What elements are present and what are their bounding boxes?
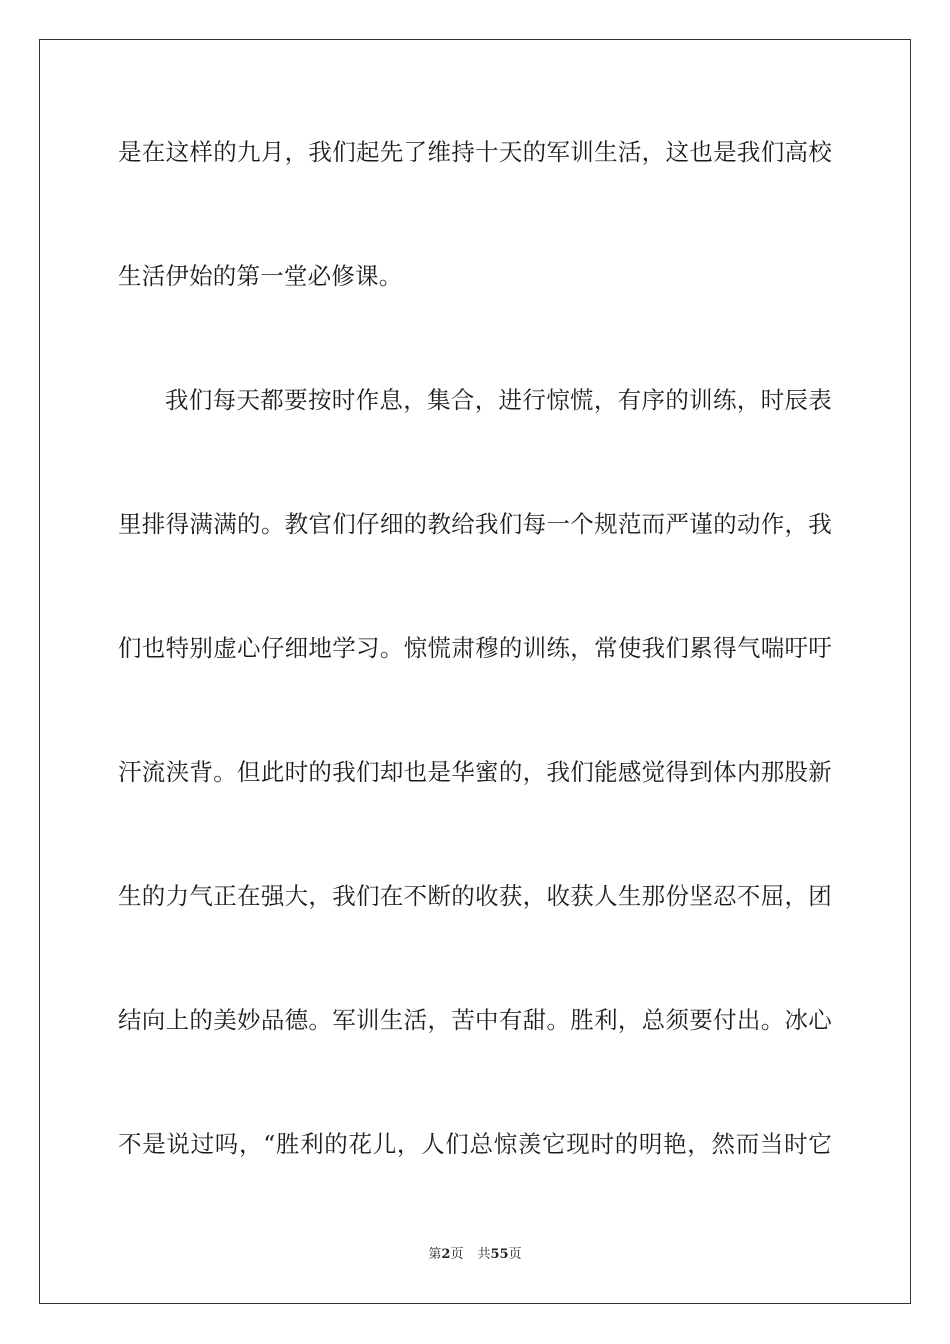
- text-line: 是在这样的九月，我们起先了维持十天的军训生活，这也是我们高校: [118, 138, 832, 166]
- paragraph-first-line: 我们每天都要按时作息，集合，进行惊慌，有序的训练，时辰表: [165, 386, 832, 414]
- total-pages: 55: [490, 1247, 509, 1262]
- text-line: 里排得满满的。教官们仔细的教给我们每一个规范而严谨的动作，我: [118, 510, 832, 538]
- text-line: 生活伊始的第一堂必修课。: [118, 262, 403, 290]
- page-suffix: 页: [450, 1247, 464, 1262]
- page-footer: [0, 1246, 950, 1264]
- text-line: 不是说过吗，“胜利的花儿，人们总惊羡它现时的明艳，然而当时它: [118, 1130, 832, 1158]
- page-number: 2: [441, 1247, 451, 1262]
- text-line: 们也特别虚心仔细地学习。惊慌肃穆的训练，常使我们累得气喘吁吁: [118, 634, 832, 662]
- page-prefix: 第: [428, 1247, 442, 1262]
- page-border: [39, 39, 911, 1304]
- total-suffix: 页: [508, 1247, 522, 1262]
- total-prefix: 共: [477, 1247, 491, 1262]
- text-line: 生的力气正在强大，我们在不断的收获，收获人生那份坚忍不屈，团: [118, 882, 832, 910]
- text-line: 汗流浃背。但此时的我们却也是华蜜的，我们能感觉得到体内那股新: [118, 758, 832, 786]
- text-line: 结向上的美妙品德。军训生活，苦中有甜。胜利，总须要付出。冰心: [118, 1006, 832, 1034]
